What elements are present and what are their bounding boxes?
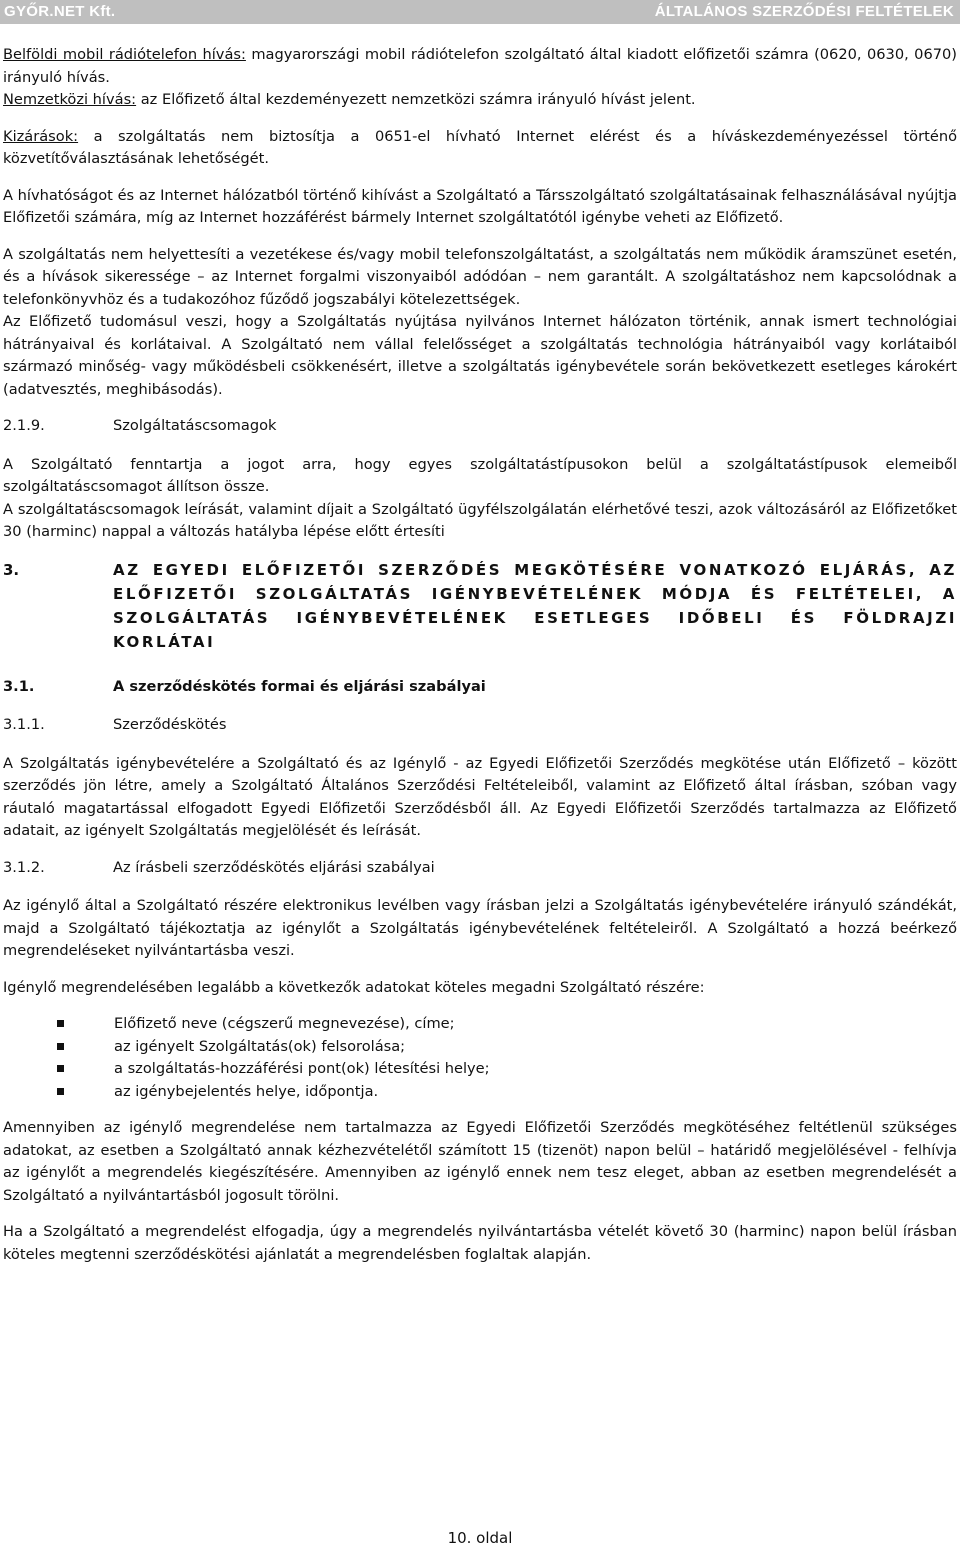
section-title: Szerződéskötés — [113, 716, 227, 733]
definition-text: az Előfizető által kezdeményezett nemzetközi számra irányuló hívást jelent. — [136, 91, 696, 108]
definition-text: magyarországi mobil rádiótelefon szolgáltató által kiadott előfizetői számra (0620, 0630, 0670) irányuló hívás. — [3, 46, 957, 86]
acceptance-block — [3, 1221, 957, 1266]
term-exclusions: Kizárások: — [3, 127, 79, 145]
section-number: 3.1.1. — [3, 716, 45, 733]
reachability-block — [3, 185, 957, 230]
list-item — [3, 1036, 957, 1059]
packages-paragraph: A szolgáltatáscsomagok leírását, valamint díjait a Szolgáltató ügyfélszolgálatán elérhetővé teszi, azok változásáról az Előfizetőket 30 (harminc) nappal a változás hatályba lépése előtt értesíti — [3, 500, 957, 540]
section-heading-3-1 — [3, 676, 957, 699]
list-item-text: a szolgáltatás-hozzáférési pont(ok) létesítési helye; — [114, 1060, 490, 1077]
section-title: Az írásbeli szerződéskötés eljárási szabályai — [113, 858, 435, 876]
reachability-paragraph: A hívhatóságot és az Internet hálózatból történő kihívást a Szolgáltató a Társszolgáltató szolgáltatásainak felhasználásával nyújtja Előfizetői számára, míg az Internet hozzáférést bármely Internet szolgáltatótól igénybe veheti az Előfizető. — [3, 186, 957, 226]
incomplete-order-paragraph: Amennyiben az igénylő megrendelése nem tartalmazza az Egyedi Előfizetői Szerződés megkötéséhez feltétlenül szükséges adatokat, az esetben a Szolgáltató annak kézhezvételétől számított 15 (tizenöt) napon belül – határidő megjelölésével - felhívja az igénylőt a megrendelés kiegészítésére. Amennyiben az igénylő ennek nem tesz eleget, abban az esetben megrendelését a Szolgáltató a nyilvántartásból jogosult törölni. — [3, 1119, 957, 1204]
section-title: Szolgáltatáscsomagok — [113, 417, 277, 434]
chapter-heading-3 — [3, 558, 957, 654]
section-title: AZ EGYEDI ELŐFIZETŐI SZERZŐDÉS MEGKÖTÉSÉRE VONATKOZÓ ELJÁRÁS, AZ ELŐFIZETŐI SZOLGÁLTATÁS IGÉNYBEVÉTELÉNEK MÓDJA ÉS FELTÉTELEI, A SZOLGÁLTATÁS IGÉNYBEVÉTELÉNEK ESETLEGES IDŐBELI ÉS FÖLDRAJZI KORLÁTAI — [113, 560, 957, 651]
definition-text: a szolgáltatás nem biztosítja a 0651-el hívható Internet elérést és a híváskezdeményezéssel történő közvetítőválasztásának lehetőségét. — [3, 127, 957, 167]
packages-block — [3, 454, 957, 544]
list-item — [3, 1013, 957, 1036]
exclusions-paragraph — [3, 126, 957, 171]
definition-domestic-mobile — [3, 44, 957, 89]
term-international: Nemzetközi hívás: — [3, 91, 137, 108]
section-heading-2-1-9 — [3, 415, 957, 438]
contract-paragraph: A Szolgáltatás igénybevételére a Szolgáltató és az Igénylő - az Egyedi Előfizetői Szerződés megkötése után Előfizető – között szerződés jön létre, amely a Szolgáltató Általános Szerződési Feltételeiből, valamint az Előfizető által írásban, szóban vagy ráutaló magatartással elfogadott Egyedi Előfizetői Szerződésből áll. Az Egyedi Előfizetői Szerződés tartalmazza az Előfizető adatait, az igényelt Szolgáltatás megjelölését és leírását. — [3, 754, 957, 839]
section-title: A szerződéskötés formai és eljárási szabályai — [113, 677, 486, 695]
order-requirements-intro-block — [3, 977, 957, 1000]
contract-block — [3, 753, 957, 843]
page-header — [0, 0, 960, 24]
limitations-paragraph: A szolgáltatás nem helyettesíti a vezetékese és/vagy mobil telefonszolgáltatást, a szolgáltatás nem működik áramszünet esetén, és a hívások sikeressége – az Internet forgalmi viszonyaiból adódóan – nem garantált. A szolgáltatáshoz nem kapcsolódnak a telefonkönyvhöz és a tudakozóhoz fűződő jogszabályi kötelezettségek. — [3, 245, 957, 308]
list-item-text: az igénybejelentés helye, időpontja. — [114, 1082, 379, 1100]
list-item-text: Előfizető neve (cégszerű megnevezése), címe; — [114, 1015, 455, 1032]
term-domestic-mobile: Belföldi mobil rádiótelefon hívás: — [3, 46, 246, 63]
list-item — [3, 1058, 957, 1081]
list-item-text: az igényelt Szolgáltatás(ok) felsorolása; — [114, 1037, 406, 1055]
section-number: 3.1.2. — [3, 858, 45, 876]
section-heading-3-1-1 — [3, 714, 957, 737]
list-item — [3, 1081, 957, 1104]
section-number: 2.1.9. — [3, 417, 45, 434]
limitations-block — [3, 244, 957, 402]
limitations-paragraph: Az Előfizető tudomásul veszi, hogy a Szolgáltatás nyújtása nyilvános Internet hálózaton történik, annak ismert technológiai hátrányaival és korlátaival. A Szolgáltató nem vállal felelősséget a szolgáltatás technológia hátrányaiból vagy korlátaiból származó minőség- vagy működésbeli csökkenésért, illetve a szolgáltatás igénybevétele során bekövetkezett esetleges károkért (adatvesztés, meghibásodás). — [3, 313, 957, 398]
header-company: GYŐR.NET Kft. — [4, 3, 116, 20]
section-number: 3.1. — [3, 677, 35, 695]
order-paragraph: Az igénylő által a Szolgáltató részére elektronikus levélben vagy írásban jelzi a Szolgáltatás igénybevételére irányuló szándékát, majd a Szolgáltató tájékoztatja az igénylőt a Szolgáltatás igénybevételének feltételeiről. A Szolgáltató a hozzá beérkező megrendeléseket nyilvántartásba veszi. — [3, 897, 957, 959]
bullet-square-icon — [57, 1043, 64, 1050]
section-heading-3-1-2 — [3, 857, 957, 880]
required-data-list — [3, 1013, 957, 1103]
acceptance-paragraph: Ha a Szolgáltató a megrendelést elfogadja, úgy a megrendelés nyilvántartásba vételét követő 30 (harminc) napon belül írásban köteles megtenni szerződéskötési ajánlatát a megrendelésben foglaltak alapján. — [3, 1223, 957, 1263]
exclusions-block — [3, 126, 957, 171]
bullet-square-icon — [57, 1088, 64, 1095]
packages-paragraph: A Szolgáltató fenntartja a jogot arra, hogy egyes szolgáltatástípusokon belül a szolgáltatástípusok elemeiből szolgáltatáscsomagot állítson össze. — [3, 455, 957, 495]
definitions-block — [3, 44, 957, 112]
page-number: 10. oldal — [447, 1529, 513, 1547]
order-block — [3, 895, 957, 963]
document-body — [3, 44, 957, 1280]
definition-international — [3, 89, 957, 112]
order-requirements-intro: Igénylő megrendelésében legalább a következők adatokat köteles megadni Szolgáltató részére: — [3, 978, 705, 996]
header-document-title: ÁLTALÁNOS SZERZŐDÉSI FELTÉTELEK — [654, 3, 954, 20]
incomplete-order-block — [3, 1117, 957, 1207]
bullet-square-icon — [57, 1020, 64, 1027]
bullet-square-icon — [57, 1065, 64, 1072]
section-number: 3. — [3, 560, 20, 579]
